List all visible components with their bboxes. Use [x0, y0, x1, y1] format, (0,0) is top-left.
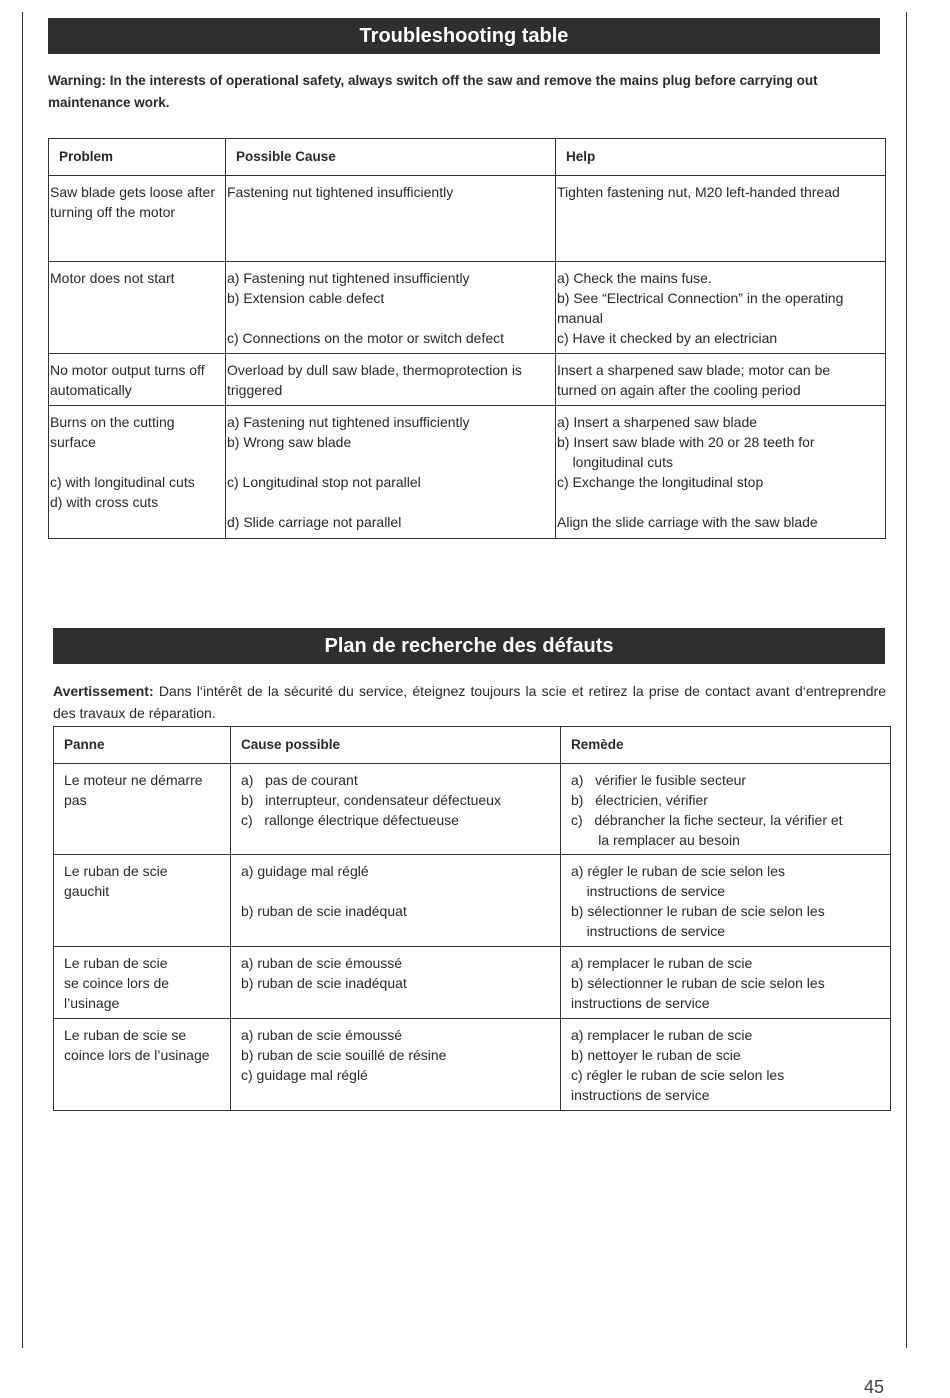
table-row [54, 764, 891, 855]
cell-line: b) Extension cable defect [227, 290, 385, 306]
cell-problem [54, 1019, 231, 1111]
cell-line: Insert a sharpened saw blade; motor can be [557, 362, 831, 378]
cell-line: se coince lors de [64, 975, 170, 991]
cell-line: Le moteur ne démarre [64, 772, 203, 788]
cell-line: a) remplacer le ruban de scie [571, 955, 753, 971]
cell-line [50, 452, 224, 472]
cell-cause [226, 406, 556, 539]
troubleshooting-table-fr [53, 726, 891, 1111]
section-title-fr: Plan de recherche des défauts [53, 628, 885, 664]
cell-line: longitudinal cuts [557, 454, 673, 470]
cell-line: c) Exchange the longitudinal stop [557, 474, 764, 490]
cell-line: a) remplacer le ruban de scie [571, 1027, 753, 1043]
cell-problem [49, 262, 226, 354]
column-header-panne: Panne [54, 727, 231, 764]
left-margin-rule [22, 12, 23, 1348]
cell-line: c) Connections on the motor or switch defect [227, 330, 505, 346]
cell-line: c) Longitudinal stop not parallel [227, 474, 421, 490]
cell-line: b) interrupteur, condensateur défectueux [241, 792, 501, 808]
warning-body-fr: Dans l‘intérêt de la sécurité du service, éteignez toujours la scie et retirez la prise de contact avant d‘entreprendre des travaux de réparation. [53, 683, 887, 721]
cell-line: b) nettoyer le ruban de scie [571, 1047, 741, 1063]
table-row [49, 176, 886, 262]
cell-line: pas [64, 792, 87, 808]
cell-line [227, 308, 554, 328]
column-header-help: Help [556, 139, 886, 176]
page-number: 45 [863, 1377, 884, 1397]
cell-help [561, 764, 891, 855]
cell-line: b) ruban de scie inadéquat [241, 903, 407, 919]
cell-line: l’usinage [64, 995, 120, 1011]
cell-line [227, 452, 554, 472]
table-row [49, 406, 886, 539]
table-row [54, 947, 891, 1019]
cell-line [241, 881, 550, 901]
cell-line: c) régler le ruban de scie selon les [571, 1067, 785, 1083]
cell-line: turning off the motor [50, 204, 176, 220]
table-header-row [54, 727, 891, 764]
warning-label-fr: Avertissement: [53, 683, 154, 699]
troubleshooting-table-en [48, 138, 886, 539]
cell-line: a) ruban de scie émoussé [241, 1027, 403, 1043]
cell-line: b) ruban de scie souillé de résine [241, 1047, 447, 1063]
cell-line: Saw blade gets loose after [50, 184, 215, 200]
cell-line: c) with longitudinal cuts [50, 474, 195, 490]
cell-line: instructions de service [571, 995, 710, 1011]
cell-line: surface [50, 434, 96, 450]
warning-text-fr [53, 680, 886, 724]
cell-problem [54, 855, 231, 947]
cell-line: triggered [227, 382, 283, 398]
cell-problem [54, 764, 231, 855]
cell-cause [231, 764, 561, 855]
cell-line: Le ruban de scie [64, 863, 168, 879]
cell-line: coince lors de l’usinage [64, 1047, 210, 1063]
cell-line: turned on again after the cooling period [557, 382, 801, 398]
column-header-remede: Remède [561, 727, 891, 764]
cell-line [557, 492, 884, 512]
column-header-cause: Possible Cause [226, 139, 556, 176]
cell-line: a) ruban de scie émoussé [241, 955, 403, 971]
cell-line: b) See “Electrical Connection” in the operating [557, 290, 844, 306]
cell-line: b) Insert saw blade with 20 or 28 teeth for [557, 434, 815, 450]
cell-line: a) pas de courant [241, 772, 358, 788]
cell-problem [49, 354, 226, 406]
cell-line: b) ruban de scie inadéquat [241, 975, 407, 991]
cell-line: Fastening nut tightened insufficiently [227, 184, 454, 200]
cell-cause [226, 354, 556, 406]
table-row [54, 855, 891, 947]
cell-line: automatically [50, 382, 132, 398]
cell-line: Burns on the cutting [50, 414, 175, 430]
right-margin-rule [906, 12, 907, 1348]
cell-line: Motor does not start [50, 270, 175, 286]
cell-cause [231, 947, 561, 1019]
cell-line: d) Slide carriage not parallel [227, 514, 402, 530]
cell-line: manual [557, 310, 603, 326]
column-header-problem: Problem [49, 139, 226, 176]
cell-help [556, 354, 886, 406]
cell-help [561, 947, 891, 1019]
cell-line: la remplacer au besoin [571, 832, 740, 848]
cell-line: Overload by dull saw blade, thermoprotection is [227, 362, 522, 378]
cell-line: c) Have it checked by an electrician [557, 330, 778, 346]
cell-line: a) régler le ruban de scie selon les [571, 863, 786, 879]
cell-line: b) sélectionner le ruban de scie selon les [571, 975, 825, 991]
troubleshooting-section-fr [53, 628, 889, 1111]
cell-line: Tighten fastening nut, M20 left-handed thread [557, 184, 840, 200]
troubleshooting-section-en [48, 18, 884, 539]
cell-help [561, 855, 891, 947]
cell-line: b) Wrong saw blade [227, 434, 352, 450]
cell-line: a) Fastening nut tightened insufficiently [227, 414, 470, 430]
cell-line: Align the slide carriage with the saw blade [557, 514, 818, 530]
cell-line: c) guidage mal réglé [241, 1067, 368, 1083]
cell-line: a) Fastening nut tightened insufficiently [227, 270, 470, 286]
cell-line: c) rallonge électrique défectueuse [241, 812, 459, 828]
cell-cause [226, 262, 556, 354]
cell-line: b) électricien, vérifier [571, 792, 708, 808]
section-title-en: Troubleshooting table [48, 18, 880, 54]
cell-line: Le ruban de scie se [64, 1027, 187, 1043]
cell-problem [54, 947, 231, 1019]
table-row [49, 262, 886, 354]
cell-help [556, 406, 886, 539]
cell-line: instructions de service [571, 1087, 710, 1103]
cell-cause [231, 855, 561, 947]
cell-cause [226, 176, 556, 262]
cell-line: a) vérifier le fusible secteur [571, 772, 747, 788]
warning-text-en: Warning: In the interests of operational safety, always switch off the saw and remove the mains plug before carrying out maintenance work. [48, 73, 818, 110]
cell-line: a) guidage mal réglé [241, 863, 369, 879]
cell-line: gauchit [64, 883, 110, 899]
cell-problem [49, 176, 226, 262]
cell-line: instructions de service [571, 883, 726, 899]
cell-problem [49, 406, 226, 539]
cell-help [561, 1019, 891, 1111]
cell-line: a) Check the mains fuse. [557, 270, 712, 286]
table-row [54, 1019, 891, 1111]
cell-line: c) débrancher la fiche secteur, la vérifier et [571, 812, 843, 828]
cell-line: Le ruban de scie [64, 955, 168, 971]
cell-cause [231, 1019, 561, 1111]
cell-line: b) sélectionner le ruban de scie selon les [571, 903, 825, 919]
column-header-cause-possible: Cause possible [231, 727, 561, 764]
cell-help [556, 176, 886, 262]
cell-help [556, 262, 886, 354]
table-header-row [49, 139, 886, 176]
cell-line [227, 492, 554, 512]
cell-line: d) with cross cuts [50, 494, 159, 510]
cell-line: a) Insert a sharpened saw blade [557, 414, 758, 430]
cell-line: No motor output turns off [50, 362, 205, 378]
table-row [49, 354, 886, 406]
cell-line: instructions de service [571, 923, 726, 939]
